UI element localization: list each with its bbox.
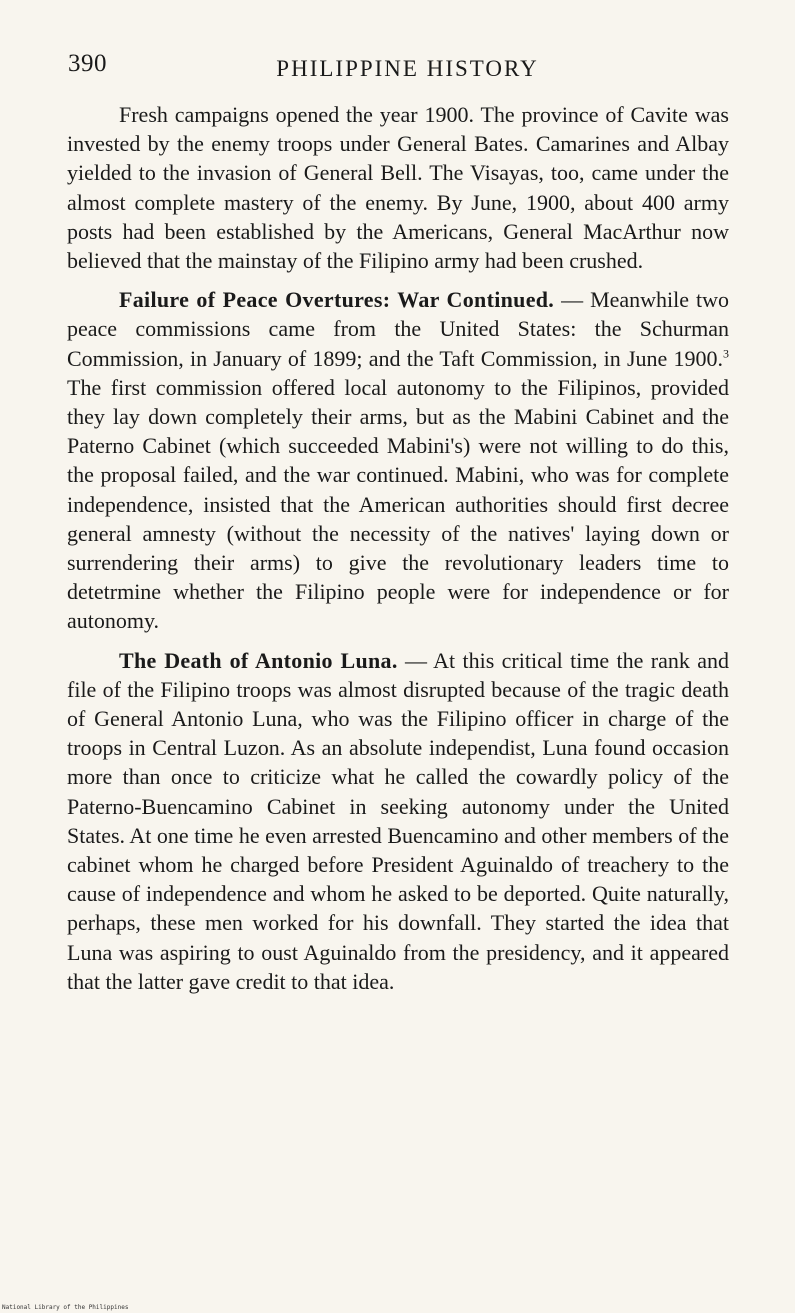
paragraph-death-of-luna [67, 646, 729, 996]
footer-credit: National Library of the Philippines [2, 1304, 129, 1311]
running-title: PHILIPPINE HISTORY [276, 56, 539, 81]
paragraph-text: The first commission offered local autonomy to the Filipinos, provided they lay down completely their arms, but as the Mabini Cabinet and the Paterno Cabinet (which succeeded Mabini's) were not willing to do this, the proposal failed, and the war continued. Mabini, who was for complete independence, insisted that the American authorities should first decree general amnesty (without the necessity of the natives' laying down or surrendering their arms) to give the revolutionary leaders time to detetrmine whether the Filipino people were for independence or for autonomy. [67, 374, 729, 634]
paragraph-text: Meanwhile two peace commissions came from the United States: the Schurman Commission, in January of 1899; and the Taft Commission, in June 1900. [67, 287, 730, 371]
section-heading-peace-overtures: Failure of Peace Overtures: War Continued. [119, 287, 555, 313]
paragraph-text: At this critical time the rank and file of the Filipino troops was almost disrupted because of the tragic death of General Antonio Luna, who was the Filipino officer in charge of the troops in Central Luzon. As an absolute independist, Luna found occasion more than once to criticize what he called the cowardly policy of the Paterno-Buencamino Cabinet in seeking autonomy under the United States. At one time he even arrested Buencamino and other members of the cabinet whom he charged before President Aguinaldo of treachery to the cause of independence and whom he asked to be deported. Quite naturally, perhaps, these men worked for his downfall. They started the idea that Luna was aspiring to oust Aguinaldo from the presidency, and it appeared that the latter gave credit to that idea. [67, 647, 729, 994]
footnote-marker: 3 [723, 346, 729, 361]
heading-dash: — [554, 287, 591, 313]
heading-dash: — [397, 647, 434, 673]
paragraph-text: Fresh campaigns opened the year 1900. The province of Cavite was invested by the enemy troops under General Bates. Camarines and Albay yielded to the invasion of General Bell. The Visayas, too, came under the almost complete mastery of the enemy. By June, 1900, about 400 army posts had been established by the Americans, General MacArthur now believed that the mainstay of the Filipino army had been crushed. [67, 102, 729, 274]
paragraph-fresh-campaigns [67, 100, 729, 275]
section-heading-death-of-luna: The Death of Antonio Luna. [119, 647, 398, 673]
page-number: 390 [68, 50, 107, 77]
paragraph-peace-overtures [67, 285, 729, 635]
body-text [67, 100, 729, 1006]
